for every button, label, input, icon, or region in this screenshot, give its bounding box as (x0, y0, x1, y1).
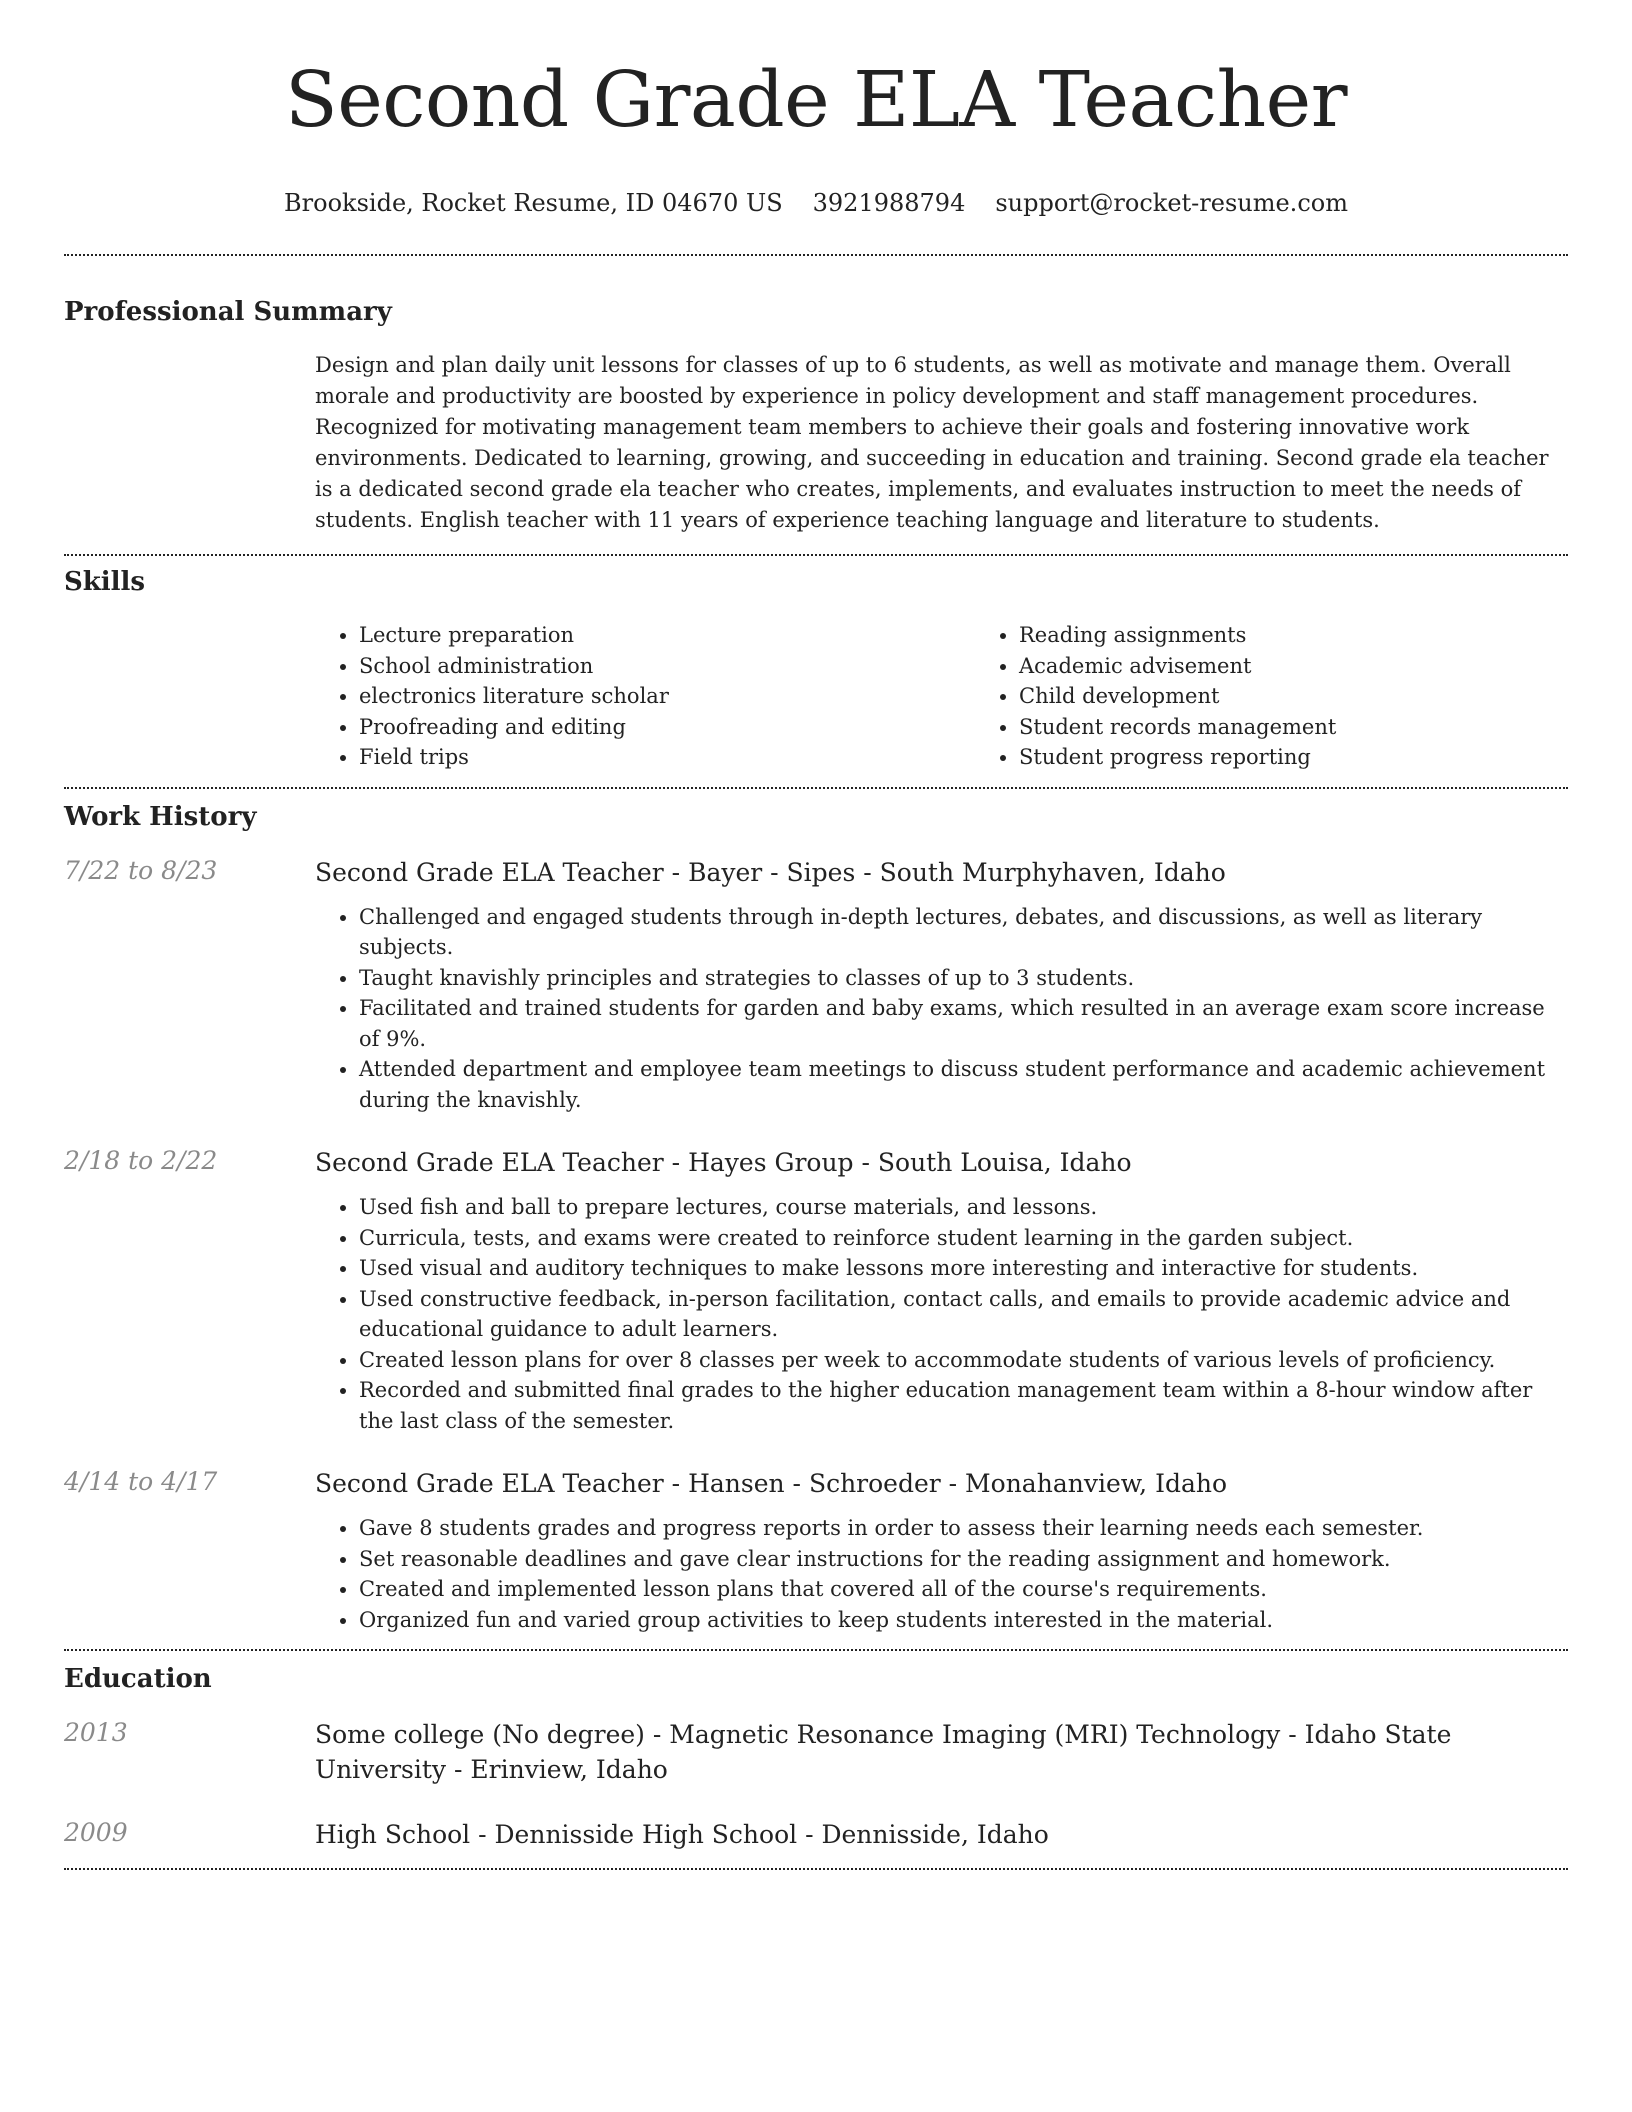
job-bullet: • Used fish and ball to prepare lectures, course materials, and lessons. (359, 1192, 1568, 1223)
contact-address: Brookside, Rocket Resume, ID 04670 US (284, 189, 783, 217)
job-bullet: • Used visual and auditory techniques to make lessons more interesting and interactive for students. (359, 1253, 1568, 1284)
skills-list-right (975, 620, 1632, 773)
section-divider (64, 1649, 1568, 1651)
job-dates: 4/14 to 4/17 (64, 1467, 218, 1496)
education-entry (64, 1717, 1568, 1787)
education-year: 2013 (64, 1718, 128, 1747)
section-divider (64, 1868, 1568, 1870)
contact-line (64, 188, 1568, 218)
job-spacer (64, 1192, 315, 1436)
education-year: 2009 (64, 1818, 128, 1847)
job-dates: 7/22 to 8/23 (64, 855, 218, 885)
job-bullet: • Set reasonable deadlines and gave clear instructions for the reading assignment and homework. (359, 1544, 1568, 1575)
job-bullet: • Created and implemented lesson plans that covered all of the course's requirements. (359, 1574, 1568, 1605)
job-entry (64, 1145, 1568, 1436)
job-title: Second Grade ELA Teacher - Hayes Group - South Louisa, Idaho (315, 1148, 1132, 1177)
skill-item: • Reading assignments (1019, 620, 1632, 651)
job-bullet: • Facilitated and trained students for garden and baby exams, which resulted in an average exam score increase of 9%. (359, 993, 1568, 1054)
job-bullets (315, 1192, 1568, 1436)
job-bullet: • Created lesson plans for over 8 classes per week to accommodate students of various levels of proficiency. (359, 1345, 1568, 1376)
job-dates: 2/18 to 2/22 (64, 1146, 218, 1175)
skills-list-left (315, 620, 975, 773)
skill-item: • Field trips (359, 742, 975, 773)
job-bullet: • Taught knavishly principles and strategies to classes of up to 3 students. (359, 963, 1568, 994)
education-heading: Education (64, 1664, 212, 1694)
section-divider (64, 554, 1568, 556)
job-bullet: • Gave 8 students grades and progress reports in order to assess their learning needs each semester. (359, 1513, 1568, 1544)
job-bullet: • Recorded and submitted final grades to the higher education management team within a 8-hour window after the last class of the semester. (359, 1375, 1568, 1436)
summary-spacer (64, 350, 315, 536)
job-bullets (315, 902, 1568, 1116)
skills-spacer (64, 620, 315, 773)
skill-item: • Academic advisement (1019, 651, 1632, 682)
job-entry (64, 855, 1568, 1116)
education-entry (64, 1817, 1568, 1852)
summary-text: Design and plan daily unit lessons for classes of up to 6 students, as well as motivate and manage them. Overall morale and productivity are boosted by experience in policy development and staff management procedures. Recognized for motivating management team members to achieve their goals and fostering innovative work environments. Dedicated to learning, growing, and succeeding in education and training. Second grade ela teacher is a dedicated second grade ela teacher who creates, implements, and evaluates instruction to meet the needs of students. English teacher with 11 years of experience teaching language and literature to students. (315, 353, 1549, 532)
skill-item: • Proofreading and editing (359, 712, 975, 743)
job-bullet: • Used constructive feedback, in-person facilitation, contact calls, and emails to provide academic advice and educational guidance to adult learners. (359, 1284, 1568, 1345)
education-section (64, 1663, 1568, 1852)
job-spacer (64, 902, 315, 1116)
skills-section (64, 566, 1568, 773)
skill-item: • Student records management (1019, 712, 1632, 743)
job-bullets (315, 1513, 1568, 1635)
section-divider (64, 254, 1568, 256)
job-spacer (64, 1513, 315, 1635)
job-entry (64, 1466, 1568, 1635)
skill-item: • electronics literature scholar (359, 681, 975, 712)
skill-item: • Child development (1019, 681, 1632, 712)
skill-item: • School administration (359, 651, 975, 682)
skills-columns (315, 620, 1632, 773)
contact-email: support@rocket-resume.com (995, 189, 1348, 217)
job-bullet: • Attended department and employee team meetings to discuss student performance and academic achievement during the knavishly. (359, 1054, 1568, 1115)
skill-item: • Lecture preparation (359, 620, 975, 651)
job-title: Second Grade ELA Teacher - Hansen - Schroeder - Monahanview, Idaho (315, 1469, 1227, 1498)
summary-section (64, 296, 1568, 536)
job-title: Second Grade ELA Teacher - Bayer - Sipes - South Murphyhaven, Idaho (315, 857, 1226, 887)
skill-item: • Student progress reporting (1019, 742, 1632, 773)
resume-page (64, 0, 1568, 1870)
education-text: Some college (No degree) - Magnetic Resonance Imaging (MRI) Technology - Idaho State University - Erinview, Idaho (315, 1720, 1452, 1784)
work-history-section (64, 801, 1568, 1636)
contact-phone: 3921988794 (812, 189, 966, 217)
job-bullet: • Curricula, tests, and exams were created to reinforce student learning in the garden subject. (359, 1223, 1568, 1254)
job-bullet: • Organized fun and varied group activities to keep students interested in the material. (359, 1605, 1568, 1636)
section-divider (64, 787, 1568, 789)
summary-heading: Professional Summary (64, 297, 392, 327)
job-bullet: • Challenged and engaged students through in-depth lectures, debates, and discussions, as well as literary subjects. (359, 902, 1568, 963)
education-text: High School - Dennisside High School - Dennisside, Idaho (315, 1820, 1049, 1849)
work-history-heading: Work History (64, 801, 257, 832)
skills-heading: Skills (64, 567, 146, 597)
candidate-name: Second Grade ELA Teacher (284, 56, 1348, 145)
